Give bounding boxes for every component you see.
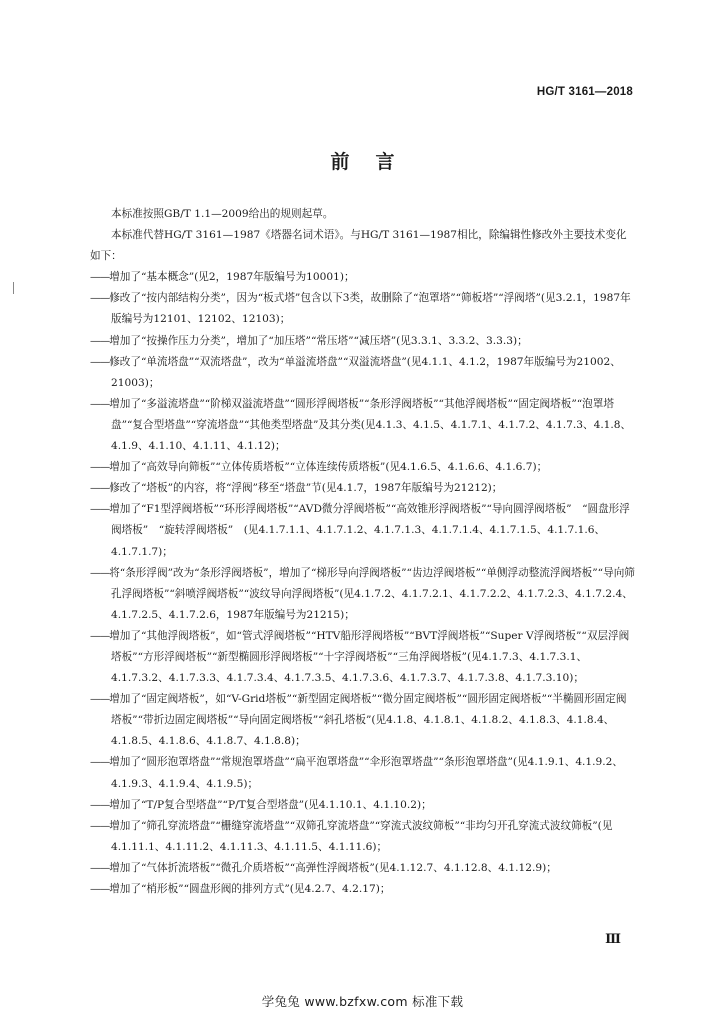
change-item: ——增加了“按操作压力分类”，增加了“加压塔”“常压塔”“减压塔”(见3.3.1、3.3.2、3.3.3)； <box>90 334 528 347</box>
change-item: ——修改了“按内部结构分类”，因为“板式塔”包含以下3类，故删除了“泡罩塔”“筛板塔”“浮阀塔”(见3.2.1，1987年版编号为12101、12102、12103)； <box>90 292 631 326</box>
change-item: ——增加了“T/P复合型塔盘”“P/T复合型塔盘”(见4.1.10.1、4.1.10.2)； <box>90 798 432 811</box>
change-item: ——增加了“高效导向筛板”“立体传质塔板”“立体连续传质塔板”(见4.1.6.5、4.1.6.6、4.1.6.7)； <box>90 461 548 474</box>
change-item: ——增加了“固定阀塔板”，如“V-Grid塔板”“新型固定阀塔板”“微分固定阀塔板”“圆形固定阀塔板”“半椭圆形固定阀塔板”“带折边固定阀塔板”“导向固定阀塔板”“斜孔塔板”(见4.1.8、4.1.8.1、4.1.8.2、4.1.8.3、4.1.8.4、4.1.8.5、4.1.8.6、4.1.8.7、4.1.8.8)； <box>90 693 627 748</box>
foreword-body <box>90 204 635 900</box>
change-item: ——修改了“塔板”的内容，将“浮阀”移至“塔盘”节(见4.1.7，1987年版编号为21212)； <box>90 482 503 495</box>
change-item: ——增加了“气体折流塔板”“微孔介质塔板”“高弹性浮阀塔板”(见4.1.12.7、4.1.12.8、4.1.12.9)； <box>90 861 557 874</box>
standard-number: HG/T 3161—2018 <box>536 86 633 98</box>
change-item: ——修改了“单流塔盘”“双流塔盘”，改为“单溢流塔盘”“双溢流塔盘”(见4.1.1、4.1.2，1987年版编号为21002、21003)； <box>90 355 621 389</box>
change-item: ——增加了“其他浮阀塔板”，如“管式浮阀塔板”“HTV船形浮阀塔板”“BVT浮阀塔板”“Super V浮阀塔板”“双层浮阀塔板”“方形浮阀塔板”“新型椭圆形浮阀塔板”“十字浮阀塔板”“三角浮阀塔板”(见4.1.7.3、4.1.7.3.1、4.1.7.3.2、4.1.7.3.3、4.1.7.3.4、4.1.7.3.5、4.1.7.3.6、4.1.7.3.7、4.1.7.3.8、4.1.7.3.10)； <box>90 629 630 685</box>
footer-watermark: 学兔兔 www.bzfxw.com 标准下载 <box>261 994 464 1009</box>
change-item: ——增加了“基本概念”(见2，1987年版编号为10001)； <box>90 271 355 284</box>
change-item: ——增加了“F1型浮阀塔板”“环形浮阀塔板”“AVD微分浮阀塔板”“高效锥形浮阀塔板”“导向圆浮阀塔板” “圆盘形浮阀塔板” “旋转浮阀塔板” (见4.1.7.1.1、4.1.7.1.2、4.1.7.1.3、4.1.7.1.4、4.1.7.1.5、4.1.7.1.6、4.1.7.1.7)； <box>90 503 630 558</box>
change-item: ——增加了“梢形板”“圆盘形阀的排列方式”(见4.2.7、4.2.17)； <box>90 883 391 895</box>
change-list <box>90 267 635 900</box>
change-item: ——增加了“圆形泡罩塔盘”“常规泡罩塔盘”“扁平泡罩塔盘”“伞形泡罩塔盘”“条形泡罩塔盘”(见4.1.9.1、4.1.9.2、4.1.9.3、4.1.9.4、4.1.9.5)； <box>90 756 623 790</box>
paragraph-drafting-rules: 本标准按照GB/T 1.1—2009给出的规则起草。 <box>111 208 334 220</box>
change-item: ——增加了“筛孔穿流塔盘”“栅缝穿流塔盘”“双筛孔穿流塔盘”“穿流式波纹筛板”“非均匀开孔穿流式波纹筛板”(见4.1.11.1、4.1.11.2、4.1.11.3、4.1.11.5、4.1.11.6)； <box>90 819 613 853</box>
change-item: ——增加了“多溢流塔盘”“阶梯双溢流塔盘”“圆形浮阀塔板”“条形浮阀塔板”“其他浮阀塔板”“固定阀塔板”“泡罩塔盘”“复合型塔盘”“穿流塔盘”“其他类型塔盘”及其分类(见4.1.3、4.1.5、4.1.7.1、4.1.7.2、4.1.7.3、4.1.8、4.1.9、4.1.10、4.1.11、4.1.12)； <box>90 397 632 453</box>
page-title: 前言 <box>330 151 421 173</box>
scan-margin-mark <box>13 282 14 294</box>
change-item: ——将“条形浮阀”改为“条形浮阀塔板”，增加了“梯形导向浮阀塔板”“齿边浮阀塔板”“单侧浮动整流浮阀塔板”“导向筛孔浮阀塔板”“斜喷浮阀塔板”“波纹导向浮阀塔板”(见4.1.7.2、4.1.7.2.1、4.1.7.2.2、4.1.7.2.3、4.1.7.2.4、4.1.7.2.5、4.1.7.2.6，1987年版编号为21215)； <box>90 566 635 621</box>
page-number: Ⅲ <box>605 932 621 947</box>
paragraph-replacement: 本标准代替HG/T 3161—1987《塔器名词术语》。与HG/T 3161—1987相比，除编辑性修改外主要技术变化如下： <box>90 229 627 263</box>
